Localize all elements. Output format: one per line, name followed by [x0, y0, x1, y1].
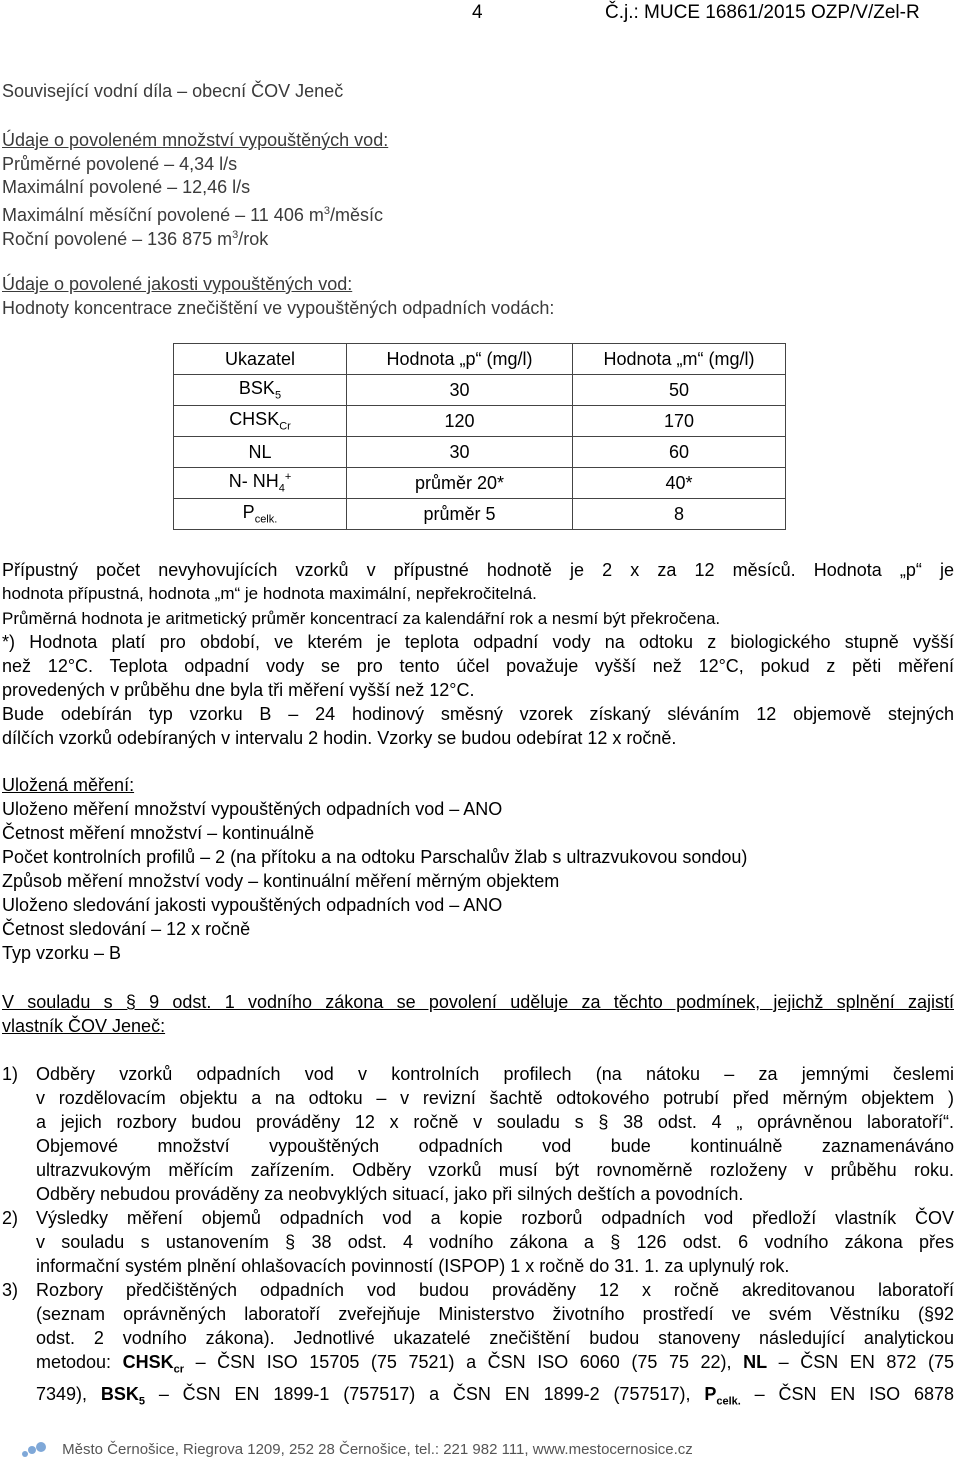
footer-text: Město Černošice, Riegrova 1209, 252 28 Černošice, tel.: 221 982 111, www.mestocernosice.cz — [62, 1441, 693, 1458]
document-reference: Č.j.: MUCE 16861/2015 OZP/V/Zel-R — [605, 2, 920, 23]
column-header: Ukazatel — [174, 344, 347, 375]
value-m-cell: 60 — [573, 437, 786, 468]
measurement-item: Typ vzorku – B — [2, 943, 122, 963]
condition-2: 2) Výsledky měření objemů odpadních vod a kopie rozborů odpadních vod předloží vlastník ČOV v souladu s ustanovením § 38 odst. 4 vodního zákona a § 126 odst. 6 vodního zákona přes informační systém plnění ohlašovacích povinností (ISPOP) 1 x ročně do 31. 1. za uplynulý rok. — [2, 1208, 954, 1276]
measurement-item: Způsob měření množství vody – kontinuální měření měrným objektem — [2, 871, 560, 891]
city-logo-icon — [20, 1441, 50, 1459]
indicator-cell: NL — [174, 437, 347, 468]
column-header: Hodnota „m“ (mg/l) — [573, 344, 786, 375]
condition-3: 3) Rozbory předčištěných odpadních vod budou prováděny 12 x ročně akreditovanou laboratoří (seznam oprávněných laboratoří zveřejňuje Ministerstvo životního prostředí ve svém Věstníku (§92 odst. 2 vodního zákona). Jednotlivé ukazatelé znečištění budou stanoveny následující analytickou metodou: $CHSK_{cr}$ – ČSN ISO 15705 (75 7521) a ČSN ISO 6060 (75 75 22), NL – ČSN EN 872 (75 7349), $BSK_5$ – ČSN EN 1899-1 (757517) a ČSN EN 1899-2 (757517), $P_{celk.}$ – ČSN EN ISO 6878 — [2, 1278, 954, 1413]
value-p-cell: 120 — [347, 406, 573, 437]
condition-number: 3) — [2, 1280, 19, 1300]
column-header: Hodnota „p“ (mg/l) — [347, 344, 573, 375]
quality-description: Hodnoty koncentrace znečištění ve vypouštěných odpadních vodách: — [2, 298, 555, 318]
table-header-row — [174, 344, 786, 375]
related-works: Související vodní díla – obecní ČOV Jeneč — [2, 81, 344, 101]
note-samples: Přípustný počet nevyhovujících vzorků v přípustné hodnotě je 2 x za 12 měsíců. Hodnota „p“ je hodnota přípustná, hodnota „m“ je hodnota maximální, nepřekročitelná. — [2, 560, 954, 603]
table-row — [174, 499, 786, 530]
annual-permitted: Roční povolené – 136 875 $m^3$/rok — [2, 229, 269, 249]
value-p-cell: průměr 5 — [347, 499, 573, 530]
value-m-cell: 8 — [573, 499, 786, 530]
indicator-cell: $CHSK_{Cr}$ — [174, 406, 347, 437]
value-p-cell: 30 — [347, 437, 573, 468]
indicator-cell: $P_{celk.}$ — [174, 499, 347, 530]
indicator-cell: $BSK_5$ — [174, 375, 347, 406]
measurement-item: Uloženo měření množství vypouštěných odpadních vod – ANO — [2, 799, 503, 819]
quality-heading: Údaje o povolené jakosti vypouštěných vod: — [2, 274, 353, 294]
measurements-heading: Uložená měření: — [2, 775, 135, 795]
measurement-item: Uloženo sledování jakosti vypouštěných odpadních vod – ANO — [2, 895, 503, 915]
table-row — [174, 468, 786, 499]
indicator-cell: N- $NH_4^+$ — [174, 468, 347, 499]
value-p-cell: průměr 20* — [347, 468, 573, 499]
value-p-cell: 30 — [347, 375, 573, 406]
condition-1: 1) Odběry vzorků odpadních vod v kontrolních profilech (na nátoku – za jemnými česlemi v rozdělovacím objektu a na odtoku – v revizní šachtě odtokového potrubí před měrným objektem ) a jejich rozbory budou prováděny 12 x ročně v souladu s § 38 odst. 4 „ oprávněnou laboratoří“. Objemové množství vypouštěných odpadních vod bude kontinuálně zaznamenáváno ultrazvukovým měřícím zařízením. Odběry vzorků musí být rovnoměrně rozloženy v průběhu roku. Odběry nebudou prováděny za neobvyklých situací, jako při silných deštích a povodních. — [2, 1064, 954, 1204]
table-row — [174, 406, 786, 437]
page-number: 4 — [472, 2, 483, 23]
average-permitted: Průměrné povolené – 4,34 l/s — [2, 154, 238, 174]
monthly-permitted: Maximální měsíční povolené – 11 406 $m^3$/měsíc — [2, 205, 383, 225]
page-footer — [20, 1441, 740, 1467]
value-m-cell: 40* — [573, 468, 786, 499]
measurement-item: Četnost sledování – 12 x ročně — [2, 919, 251, 939]
quantity-heading: Údaje o povoleném množství vypouštěných vod: — [2, 130, 389, 150]
note-average: Průměrná hodnota je aritmetický průměr koncentrací za kalendářní rok a nesmí být překročena. — [2, 609, 721, 628]
limits-table — [173, 343, 786, 530]
condition-number: 2) — [2, 1208, 19, 1228]
note-sample-type: Bude odebírán typ vzorku B – 24 hodinový směsný vzorek získaný sléváním 12 objemově stejných dílčích vzorků odebíraných v intervalu 2 hodin. Vzorky se budou odebírat 12 x ročně. — [2, 704, 954, 748]
maximum-permitted: Maximální povolené – 12,46 l/s — [2, 177, 251, 197]
method-line-2: 7349), $BSK_5$ – ČSN EN 1899-1 (757517) a ČSN EN 1899-2 (757517), $P_{celk.}$ – ČSN EN ISO 6878 — [36, 1383, 955, 1408]
table-row — [174, 375, 786, 406]
conditions-intro: V souladu s § 9 odst. 1 vodního zákona se povolení uděluje za těchto podmínek, jejichž splnění zajistí vlastník ČOV Jeneč: — [2, 992, 954, 1036]
value-m-cell: 50 — [573, 375, 786, 406]
method-line-1: metodou: $CHSK_{cr}$ – ČSN ISO 15705 (75 7521) a ČSN ISO 6060 (75 75 22), NL – ČSN EN 872 (75 — [36, 1352, 954, 1376]
value-m-cell: 170 — [573, 406, 786, 437]
table-row — [174, 437, 786, 468]
note-temperature: *) Hodnota platí pro období, ve kterém je teplota odpadní vody na odtoku z biologického stupně vyšší než 12°C. Teplota odpadní vody se pro tento účel považuje vyšší než 12°C, pokud z pěti měření provedených v průběhu dne byla tři měření vyšší než 12°C. — [2, 632, 954, 700]
condition-number: 1) — [2, 1064, 19, 1084]
measurement-item: Četnost měření množství – kontinuálně — [2, 823, 315, 843]
measurement-item: Počet kontrolních profilů – 2 (na přítoku a na odtoku Parschalův žlab s ultrazvukovou sondou) — [2, 847, 748, 867]
